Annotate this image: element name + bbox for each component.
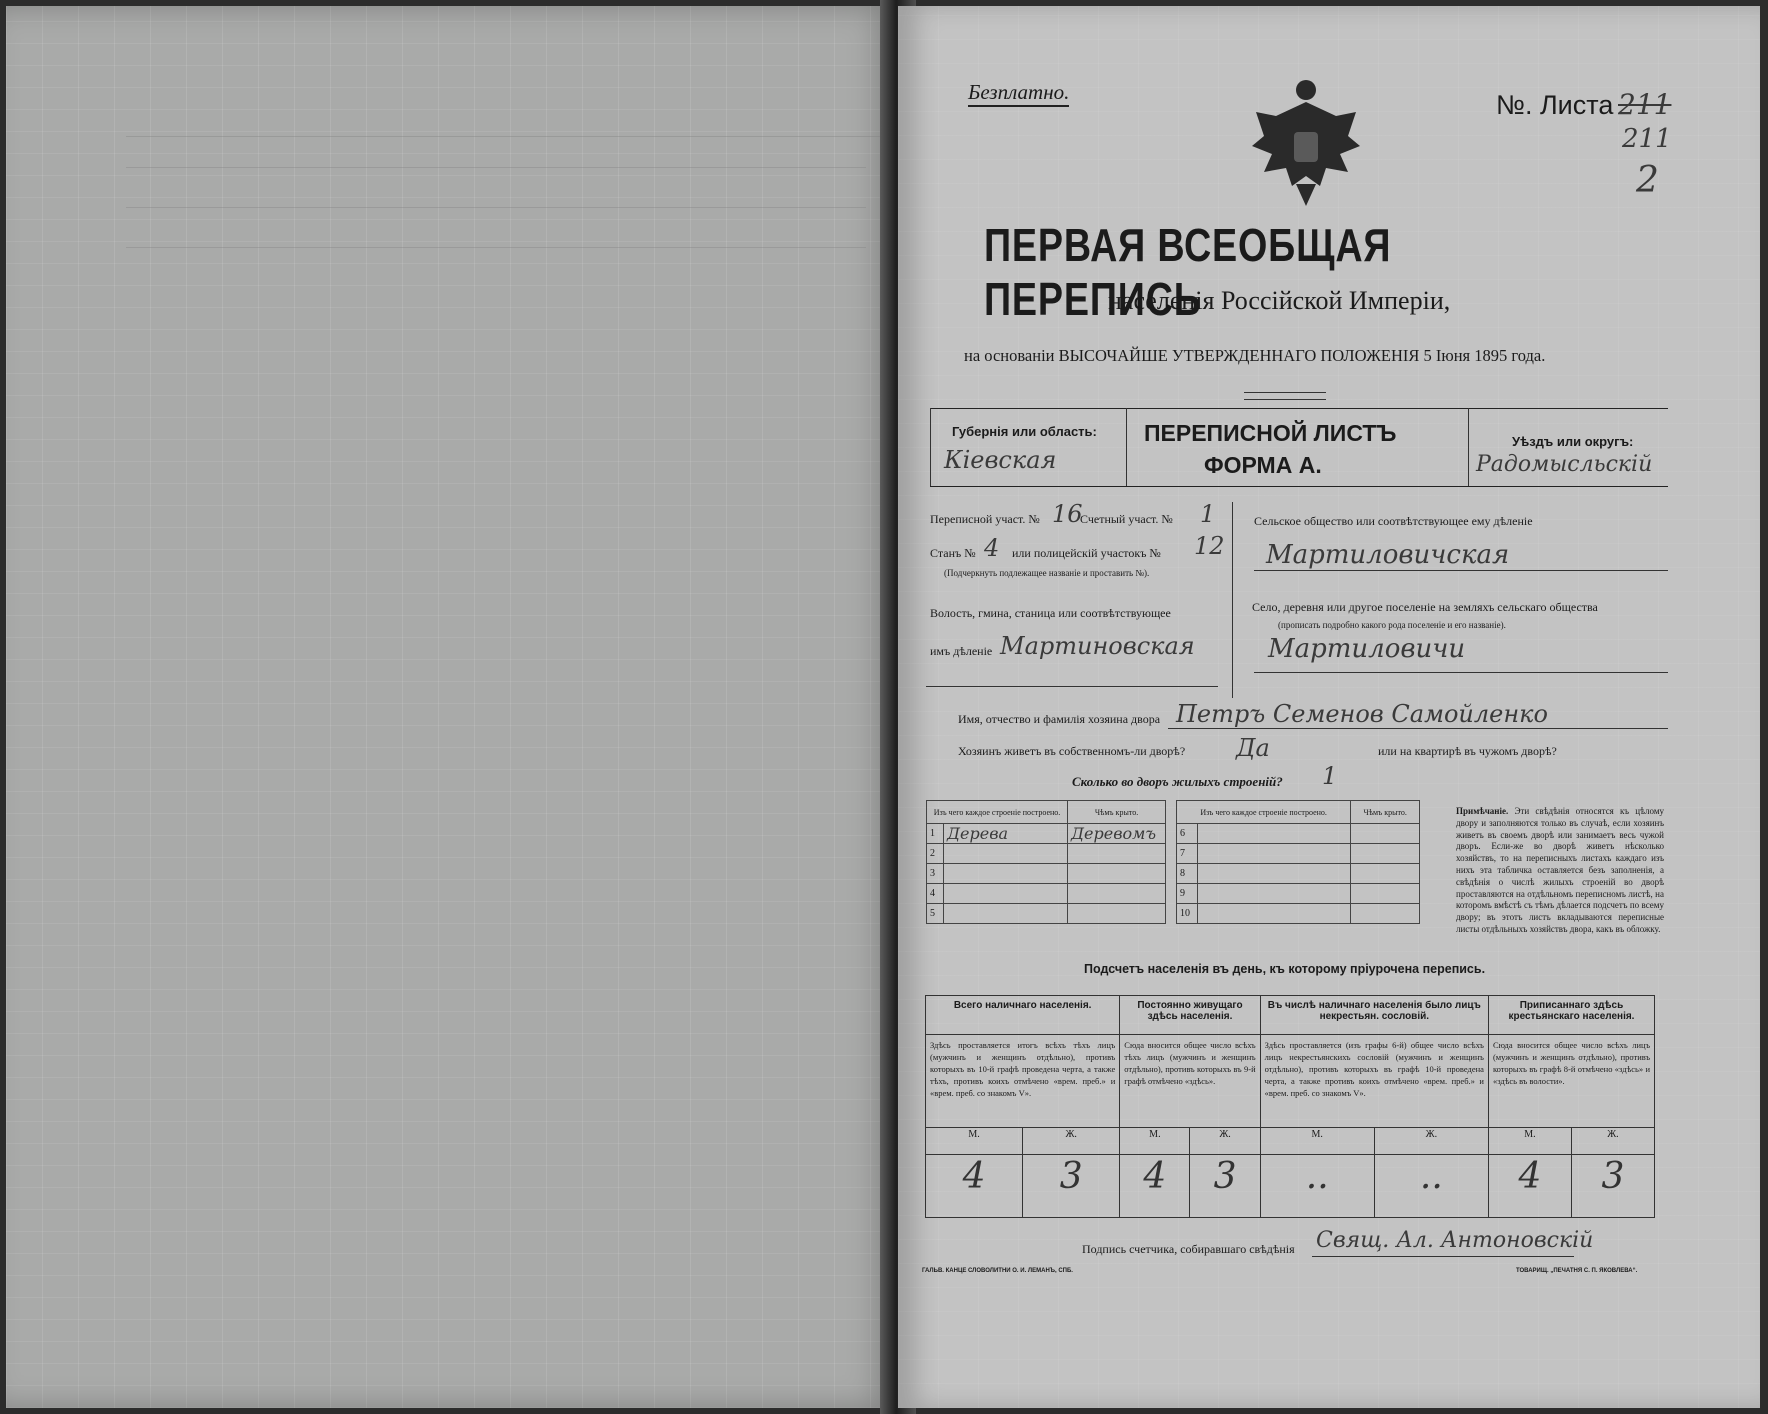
police-label: или полицейскій участокъ № [1012, 546, 1161, 560]
count-section-title: Подсчетъ населенія въ день, къ которому пріурочена перепись. [1084, 962, 1486, 976]
corner-note-1: 211 [1622, 124, 1672, 154]
uezd-label: Уѣздъ или округъ: [1512, 434, 1634, 449]
gubernia-value: Кіевская [944, 446, 1057, 474]
form-title-2: ФОРМА А. [1204, 452, 1322, 478]
col-head: Постоянно живущаго здѣсь населенія. [1120, 996, 1260, 1035]
heading-box-top [930, 408, 1668, 409]
own-yard-value: Да [1236, 734, 1270, 762]
owner-label: Имя, отчество и фамилія хозяина двора [958, 712, 1161, 726]
gubernia-label: Губернія или область: [952, 424, 1097, 439]
society-value: Мартиловичская [1266, 540, 1510, 570]
village-note: (прописать подробно какого рода поселеніе и его названіе). [1278, 620, 1506, 630]
note-block [1456, 806, 1664, 936]
buildings-label: Сколько во дворъ жилыхъ строеній? [1072, 774, 1283, 789]
col-desc: Здѣсь проставляется итогъ всѣхъ тѣхъ лицъ (мужчинъ и женщинъ отдѣльно), противъ которыхъ въ 10-й графѣ проведена черта, а также тѣхъ, противъ коихъ отмѣчено «врем. преб.» и «врем. преб. со знакомъ V». [926, 1035, 1120, 1128]
count-value: .. [1374, 1155, 1488, 1218]
stan-value: 4 [984, 534, 1000, 562]
stan-label: Станъ № [930, 546, 976, 560]
row-number: 2 [927, 844, 944, 864]
owner-value: Петръ Семенов Самойленко [1176, 700, 1548, 728]
left-page [6, 6, 896, 1408]
buildings-table-right [1176, 800, 1420, 924]
bleed-through-grid [126, 136, 886, 277]
heading-box-bottom [930, 486, 1668, 487]
male-label: М. [926, 1128, 1023, 1155]
col-desc: Здѣсь проставляется (изъ графы 6-й) общее число всѣхъ лицъ некрестьянскихъ сословій (мужчинъ и женщинъ отдѣльно), противъ которыхъ въ графѣ 10-й проведена черта, а также противъ коихъ отмѣчено «врем. преб.» и «врем. преб. со знакомъ V». [1260, 1035, 1488, 1128]
female-label: Ж. [1023, 1128, 1120, 1155]
sheet-number-value: 211 [1618, 88, 1672, 121]
row-number: 1 [927, 824, 944, 844]
col-desc: Сюда вносится общее число всѣхъ тѣхъ лицъ (мужчинъ и женщинъ отдѣльно), противъ которыхъ въ 9-й графѣ отмѣчено «здѣсь». [1120, 1035, 1260, 1128]
note-title: Примѣчаніе. [1456, 806, 1509, 816]
count-plot-label: Счетный участ. № [1080, 512, 1173, 526]
col-roof: Чѣмъ крыто. [1068, 801, 1166, 824]
ornament-divider [1244, 392, 1326, 400]
count-value: 3 [1190, 1155, 1260, 1218]
col-desc: Сюда вносится общее число всѣхъ лицъ (мужчинъ и женщинъ отдѣльно), противъ которыхъ въ графѣ 8-й отмѣчено «здѣсь» и «здѣсь въ волости». [1488, 1035, 1654, 1128]
col-material: Изъ чего каждое строеніе построено. [927, 801, 1068, 824]
volost-label-2: имъ дѣленіе [930, 644, 993, 658]
signature-label: Подпись счетчика, собиравшаго свѣдѣнія [1082, 1242, 1295, 1256]
underline-note: (Подчеркнуть подлежащее названіе и проставить №). [944, 568, 1150, 578]
male-label: М. [1488, 1128, 1571, 1155]
row-number: 4 [927, 884, 944, 904]
sheet-number-label: №. Листа [1496, 90, 1614, 120]
census-plot-value: 16 [1052, 500, 1083, 528]
row-number: 3 [927, 864, 944, 884]
buildings-value: 1 [1322, 762, 1338, 790]
main-title: ПЕРВАЯ ВСЕОБЩАЯ ПЕРЕПИСЬ [984, 219, 1392, 325]
row-number: 8 [1177, 864, 1198, 884]
population-count-table [925, 995, 1655, 1218]
volost-value: Мартиновская [1000, 632, 1195, 660]
male-label: М. [1260, 1128, 1374, 1155]
buildings-table-left [926, 800, 1166, 924]
count-value: 3 [1023, 1155, 1120, 1218]
count-plot-value: 1 [1200, 500, 1216, 528]
male-label: М. [1120, 1128, 1190, 1155]
count-value: 4 [1488, 1155, 1571, 1218]
form-title-1: ПЕРЕПИСНОЙ ЛИСТЪ [1144, 420, 1397, 446]
count-value: 4 [926, 1155, 1023, 1218]
roof-cell: Деревомъ [1068, 824, 1166, 844]
uezd-value: Радомысльскій [1476, 452, 1653, 477]
printer-left: ГАЛЬВ. КАНЦЕ СЛОВОЛИТНИ О. И. ЛЕМАНЪ, СПБ. [922, 1268, 1073, 1274]
row-number: 5 [927, 904, 944, 924]
female-label: Ж. [1190, 1128, 1260, 1155]
volost-label: Волость, гмина, станица или соотвѣтствующее [930, 606, 1171, 620]
rent-label: или на квартирѣ въ чужомъ дворѣ? [1378, 744, 1557, 758]
printer-right: ТОВАРИЩ. „ПЕЧАТНЯ С. П. ЯКОВЛЕВА“. [1516, 1268, 1638, 1274]
village-label: Село, деревня или другое поселеніе на земляхъ сельскаго общества [1252, 600, 1598, 614]
census-plot-label: Переписной участ. № [930, 512, 1040, 526]
free-label: Безплатно. [968, 80, 1069, 107]
row-number: 10 [1177, 904, 1198, 924]
col-roof: Чѣмъ крыто. [1351, 801, 1420, 824]
count-value: 3 [1571, 1155, 1654, 1218]
col-head: Въ числѣ наличнаго населенія было лицъ некрестьян. сословій. [1260, 996, 1488, 1035]
col-material: Изъ чего каждое строеніе построено. [1177, 801, 1351, 824]
village-value: Мартиловичи [1268, 634, 1466, 664]
basis-line: на основаніи ВЫСОЧАЙШЕ УТВЕРЖДЕННАГО ПОЛОЖЕНІЯ 5 Іюня 1895 года. [964, 346, 1546, 365]
note-text: Эти свѣдѣнія относятся къ цѣлому двору и заполняются только въ случаѣ, если хозяинъ живетъ въ своемъ дворѣ или занимаетъ весь чужой дворъ. Если-же во дворѣ живетъ нѣсколько хозяйствъ, то на переписныхъ листахъ каждаго изъ нихъ эта табличка оставляется безъ заполненія, а свѣдѣнія о числѣ жилыхъ строеній во дворѣ проставляются на отдѣльномъ переписномъ листѣ, на которомъ вмѣстѣ съ тѣмъ дѣлается подсчетъ по всему двору; въ этотъ листъ вкладываются переписные листы отдѣльныхъ хозяйствъ двора, какъ въ обложку. [1456, 806, 1665, 934]
row-number: 7 [1177, 844, 1198, 864]
col-head: Всего наличнаго населенія. [926, 996, 1120, 1035]
count-value: 4 [1120, 1155, 1190, 1218]
own-yard-label: Хозяинъ живетъ въ собственномъ-ли дворѣ? [958, 744, 1186, 758]
police-value: 12 [1194, 532, 1225, 560]
female-label: Ж. [1374, 1128, 1488, 1155]
subtitle: населенія Россійской Имперіи, [1108, 286, 1451, 315]
corner-note-2: 2 [1636, 160, 1659, 201]
count-value: .. [1260, 1155, 1374, 1218]
signature-value: Свящ. Ал. Антоновскій [1316, 1228, 1594, 1253]
material-cell: Дерева [944, 824, 1068, 844]
col-head: Приписаннаго здѣсь крестьянскаго населенія. [1488, 996, 1654, 1035]
female-label: Ж. [1571, 1128, 1654, 1155]
column-divider [1232, 502, 1233, 698]
society-label: Сельское общество или соотвѣтствующее ему дѣленіе [1254, 514, 1533, 528]
imperial-eagle-emblem [1246, 76, 1366, 208]
row-number: 6 [1177, 824, 1198, 844]
row-number: 9 [1177, 884, 1198, 904]
